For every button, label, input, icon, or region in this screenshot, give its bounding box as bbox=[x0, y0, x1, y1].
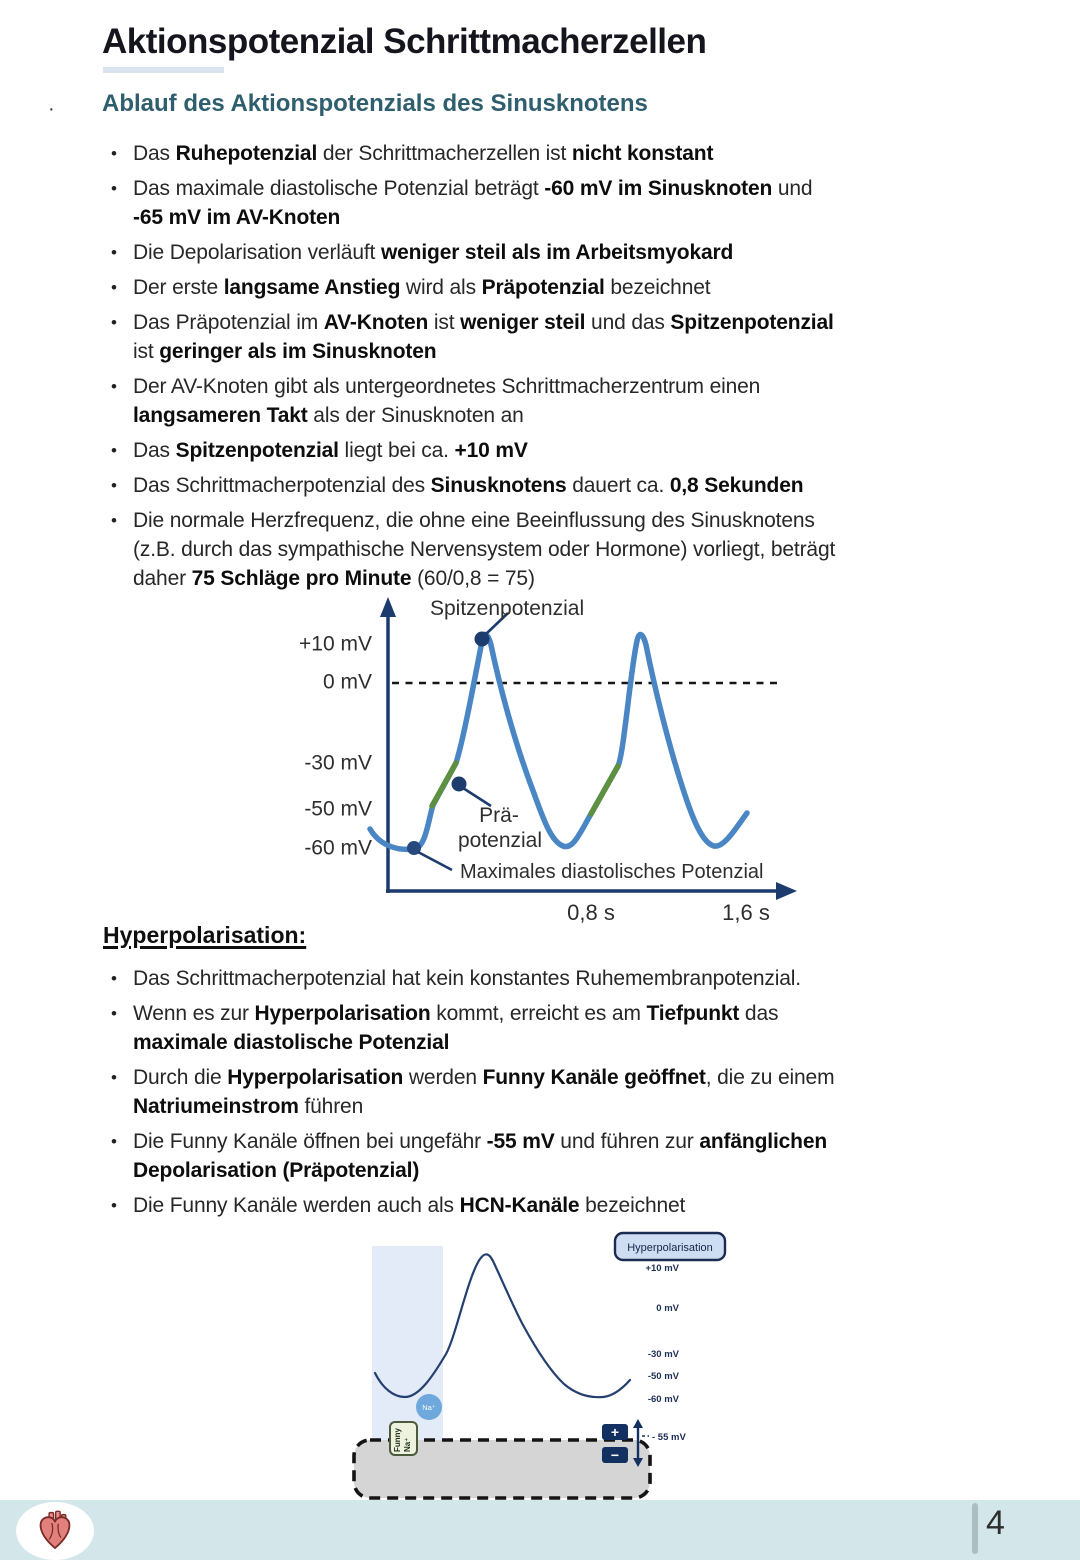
list-item bbox=[103, 436, 1003, 465]
prepotential-segment-2 bbox=[591, 766, 618, 814]
funny-channel-label-1: Funny bbox=[393, 1428, 402, 1452]
plus-sign: + bbox=[610, 1424, 620, 1440]
fig-ytick-minus30: -30 mV bbox=[647, 1349, 679, 1360]
figure-canvas bbox=[350, 1228, 732, 1503]
list-item bbox=[103, 506, 1003, 593]
footer-divider-bar bbox=[972, 1503, 978, 1554]
minus-sign: − bbox=[610, 1447, 620, 1463]
title-underline-decoration bbox=[103, 67, 224, 73]
bullet-text: Das Schrittmacherpotenzial des Sinusknotens dauert ca. 0,8 Sekunden bbox=[133, 474, 804, 497]
bullet-text: Das Spitzenpotenzial liegt bei ca. +10 mV bbox=[133, 439, 528, 462]
list-item bbox=[103, 238, 1003, 267]
bullet-marker: • bbox=[111, 313, 117, 332]
ytick-minus30: -30 mV bbox=[304, 751, 372, 775]
list-item bbox=[103, 174, 1003, 232]
ytick-minus60: -60 mV bbox=[304, 836, 372, 860]
bullet-text: Die Depolarisation verläuft weniger steil als im Arbeitsmyokard bbox=[133, 241, 734, 264]
bullet-text: Der erste langsame Anstieg wird als Präpotenzial bezeichnet bbox=[133, 276, 711, 299]
bullet-text: Der AV-Knoten gibt als untergeordnetes Schrittmacherzentrum einen langsameren Takt als der Sinusknoten an bbox=[133, 375, 761, 427]
chart-canvas bbox=[280, 593, 820, 933]
bullet-marker: • bbox=[111, 1068, 117, 1087]
list-item bbox=[103, 964, 1003, 993]
bullet-marker: • bbox=[111, 278, 117, 297]
page-footer bbox=[0, 1500, 1080, 1560]
heart-icon bbox=[34, 1510, 76, 1552]
list-item bbox=[103, 1127, 1003, 1185]
list-item bbox=[103, 273, 1003, 302]
bullet-text: Das Präpotenzial im AV-Knoten ist weniger steil und das Spitzenpotenzial ist geringer als im Sinusknoten bbox=[133, 311, 834, 363]
heart-logo-badge bbox=[16, 1502, 94, 1560]
bullet-text: Das Schrittmacherpotenzial hat kein konstantes Ruhemembranpotenzial. bbox=[133, 967, 801, 990]
bullet-list-hyperpolarisation bbox=[103, 964, 1003, 1226]
fig-ytick-0: 0 mV bbox=[656, 1303, 679, 1314]
list-item bbox=[103, 308, 1003, 366]
bullet-text: Die normale Herzfrequenz, die ohne eine Beeinflussung des Sinusknotens (z.B. durch das sympathische Nervensystem oder Hormone) vorliegt, beträgt daher 75 Schläge pro Minute (60/0,8 = 75) bbox=[133, 509, 836, 590]
bullet-marker: • bbox=[111, 243, 117, 262]
bullet-marker: • bbox=[111, 377, 117, 396]
bullet-marker: • bbox=[111, 511, 117, 530]
bullet-marker: • bbox=[111, 1004, 117, 1023]
list-item bbox=[103, 1191, 1003, 1220]
bullet-list-sinusknoten bbox=[103, 139, 1003, 599]
xtick-16s: 1,6 s bbox=[722, 900, 770, 925]
bullet-marker: • bbox=[111, 441, 117, 460]
bullet-text: Wenn es zur Hyperpolarisation kommt, erreicht es am Tiefpunkt das maximale diastolische Potenzial bbox=[133, 1002, 779, 1054]
sodium-ion-label: Na⁺ bbox=[422, 1403, 436, 1412]
ytick-minus50: -50 mV bbox=[304, 797, 372, 821]
stray-dot: · bbox=[48, 98, 55, 120]
list-item bbox=[103, 139, 1003, 168]
hyperpolarisation-label: Hyperpolarisation bbox=[627, 1242, 713, 1254]
x-axis-arrow-icon bbox=[776, 882, 797, 900]
arrow-up-icon bbox=[633, 1419, 643, 1428]
list-item bbox=[103, 372, 1003, 430]
bullet-marker: • bbox=[111, 144, 117, 163]
bullet-text: Das maximale diastolische Potenzial beträgt -60 mV im Sinusknoten und -65 mV im AV-Knoten bbox=[133, 177, 813, 229]
bullet-marker: • bbox=[111, 1196, 117, 1215]
hyperpolarisation-figure bbox=[350, 1228, 732, 1503]
page-title: Aktionspotenzial Schrittmacherzellen bbox=[102, 22, 707, 61]
bullet-marker: • bbox=[111, 476, 117, 495]
annotation-prae-line2: potenzial bbox=[457, 829, 543, 852]
annotation-mdp: Maximales diastolisches Potenzial bbox=[460, 861, 764, 883]
bullet-text: Die Funny Kanäle werden auch als HCN-Kanäle bezeichnet bbox=[133, 1194, 686, 1217]
list-item bbox=[103, 1063, 1003, 1121]
ytick-plus10: +10 mV bbox=[299, 632, 372, 656]
bullet-text: Durch die Hyperpolarisation werden Funny Kanäle geöffnet, die zu einem Natriumeinstrom führen bbox=[133, 1066, 835, 1118]
section-subtitle: Ablauf des Aktionspotenzials des Sinusknotens bbox=[102, 90, 648, 117]
hyperpolarisation-heading: Hyperpolarisation: bbox=[103, 922, 307, 948]
ytick-0: 0 mV bbox=[322, 670, 372, 694]
funny-channel-label-2: Na⁺ bbox=[403, 1437, 412, 1452]
threshold-label: - 55 mV bbox=[652, 1432, 686, 1443]
fig-ytick-minus60: -60 mV bbox=[647, 1394, 679, 1405]
bullet-marker: • bbox=[111, 1132, 117, 1151]
bullet-text: Das Ruhepotenzial der Schrittmacherzellen ist nicht konstant bbox=[133, 142, 714, 165]
y-axis-arrow-icon bbox=[380, 597, 396, 617]
mdp-leader-line bbox=[418, 852, 452, 870]
bullet-marker: • bbox=[111, 969, 117, 988]
list-item bbox=[103, 471, 1003, 500]
annotation-spitzenpotenzial: Spitzenpotenzial bbox=[430, 597, 585, 620]
pacemaker-potential-chart bbox=[280, 593, 820, 933]
list-item bbox=[103, 999, 1003, 1057]
bullet-text: Die Funny Kanäle öffnen bei ungefähr -55 mV und führen zur anfänglichen Depolarisation (Präpotenzial) bbox=[133, 1130, 828, 1182]
fig-ytick-minus50: -50 mV bbox=[647, 1371, 679, 1382]
annotation-prae-line1: Prä- bbox=[479, 804, 519, 827]
pacemaker-curve bbox=[370, 635, 747, 850]
page-number: 4 bbox=[986, 1504, 1005, 1542]
fig-ytick-plus10: +10 mV bbox=[645, 1263, 679, 1274]
bullet-marker: • bbox=[111, 179, 117, 198]
xtick-08s: 0,8 s bbox=[567, 900, 615, 925]
